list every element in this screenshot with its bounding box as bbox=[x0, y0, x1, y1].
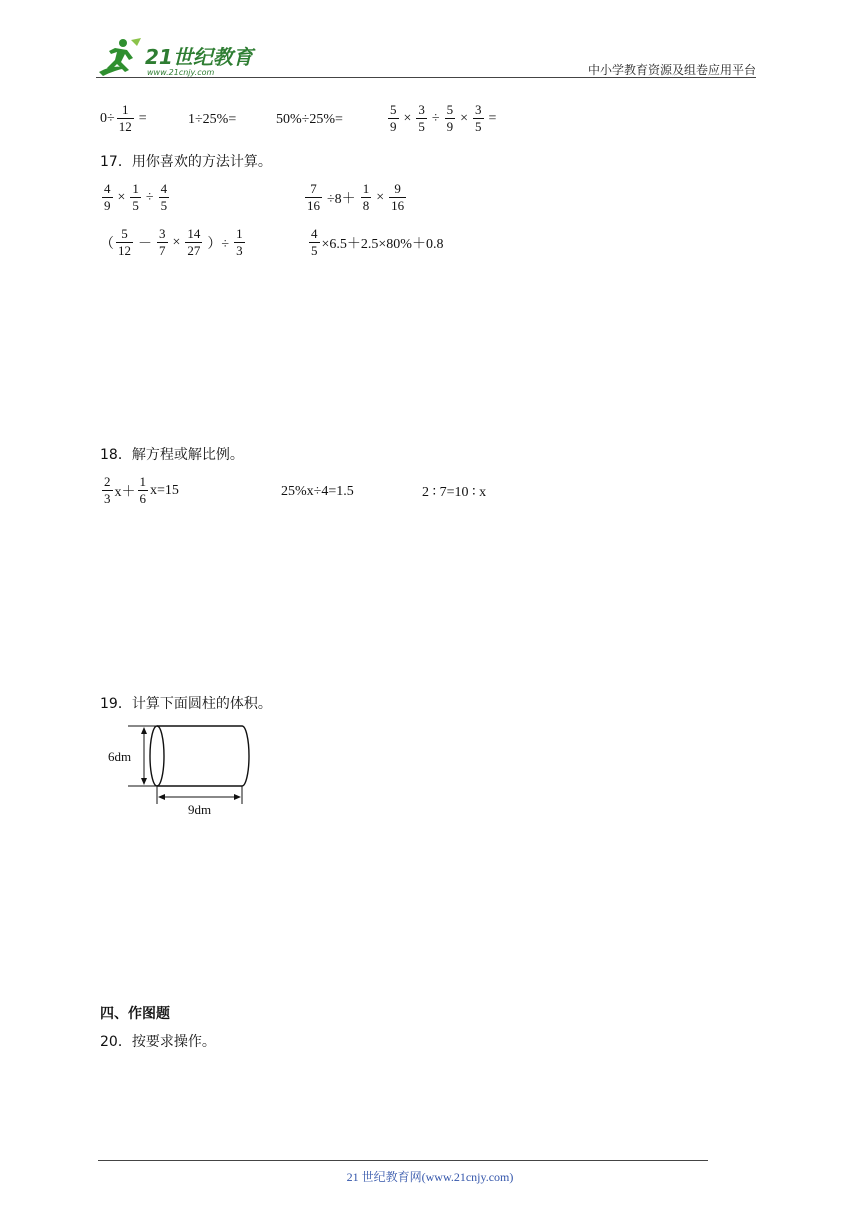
fraction: $\frac{5}{9}$ bbox=[390, 102, 397, 134]
fraction: $\frac{9}{16}$ bbox=[391, 181, 405, 213]
q18-title: 18．解方程或解比例。 bbox=[100, 447, 244, 463]
footer-link[interactable]: 21 世纪教育网(www.21cnjy.com) bbox=[346, 1170, 514, 1184]
q16-expr-3: 50%÷25%= bbox=[276, 112, 343, 127]
fraction: $\frac{4}{9}$ bbox=[104, 181, 111, 213]
fraction: $\frac{2}{3}$ bbox=[104, 474, 111, 506]
q17-expr-a: $\frac{4}{9}$ × $\frac{1}{5}$ ÷ $\frac{4}{5}$ bbox=[104, 181, 168, 213]
q17-title: 17．用你喜欢的方法计算。 bbox=[100, 154, 272, 170]
svg-text:21世纪教育: 21世纪教育 bbox=[145, 45, 253, 69]
fraction: $\frac{5}{12}$ bbox=[118, 226, 131, 258]
fraction: $\frac{5}{9}$ bbox=[446, 102, 454, 134]
fraction: $\frac{3}{7}$ bbox=[159, 226, 166, 258]
fraction: $\frac{1}{5}$ bbox=[132, 181, 139, 213]
q16-expr-1: 0÷ $\frac{1}{12}$ = bbox=[100, 102, 147, 134]
header-divider bbox=[96, 77, 756, 78]
fraction: $\frac{1}{3}$ bbox=[236, 226, 243, 258]
fraction: $\frac{3}{5}$ bbox=[418, 102, 425, 134]
q18-expr-b: 25%x÷4=1.5 bbox=[281, 484, 354, 499]
section-4-title: 四、作图题 bbox=[100, 1006, 170, 1022]
footer-divider bbox=[98, 1160, 708, 1161]
fraction: $\frac{1}{6}$ bbox=[139, 474, 146, 506]
fraction: $\frac{7}{16}$ bbox=[307, 181, 320, 213]
expr-prefix: 0÷ bbox=[100, 110, 115, 126]
fraction: $\frac{4}{5}$ bbox=[160, 181, 168, 213]
fraction: $\frac{4}{5}$ bbox=[311, 226, 318, 258]
q18-expr-a: $\frac{2}{3}$ x＋ $\frac{1}{6}$ x=15 bbox=[104, 474, 179, 506]
fraction: $\frac{3}{5}$ bbox=[475, 102, 482, 134]
length-label: 9dm bbox=[188, 802, 212, 817]
svg-text:www.21cnjy.com: www.21cnjy.com bbox=[147, 68, 215, 77]
runner-logo-icon bbox=[93, 34, 263, 80]
header-platform-text: 中小学教育资源及组卷应用平台 bbox=[587, 63, 756, 77]
diameter-label: 6dm bbox=[108, 749, 132, 764]
cylinder-figure bbox=[104, 720, 264, 820]
fraction: $\frac{1}{12}$ bbox=[118, 102, 132, 134]
q18-expr-c: 2 ∶ 7=10 ∶ x bbox=[422, 485, 487, 500]
q19-title: 19．计算下面圆柱的体积。 bbox=[100, 696, 272, 712]
fraction: $\frac{14}{27}$ bbox=[187, 226, 201, 258]
q20-title: 20．按要求操作。 bbox=[100, 1034, 216, 1050]
site-logo bbox=[93, 34, 263, 80]
q16-expr-4: $\frac{5}{9}$ × $\frac{3}{5}$ ÷ $\frac{5}{9}$ × $\frac{3}{5}$ = bbox=[390, 102, 497, 134]
q17-expr-b: $\frac{7}{16}$ ÷8＋ $\frac{1}{8}$ × $\frac{9}{16}$ bbox=[307, 181, 405, 213]
q17-expr-c: （ $\frac{5}{12}$ － $\frac{3}{7}$ × $\frac{14}{27}$ ）÷ $\frac{1}{3}$ bbox=[100, 226, 243, 258]
fraction: $\frac{1}{8}$ bbox=[362, 181, 370, 213]
cylinder-diagram bbox=[104, 720, 264, 820]
q17-expr-d: $\frac{4}{5}$ ×6.5＋2.5×80%＋0.8 bbox=[311, 226, 444, 258]
q16-expr-2: 1÷25%= bbox=[188, 112, 237, 127]
